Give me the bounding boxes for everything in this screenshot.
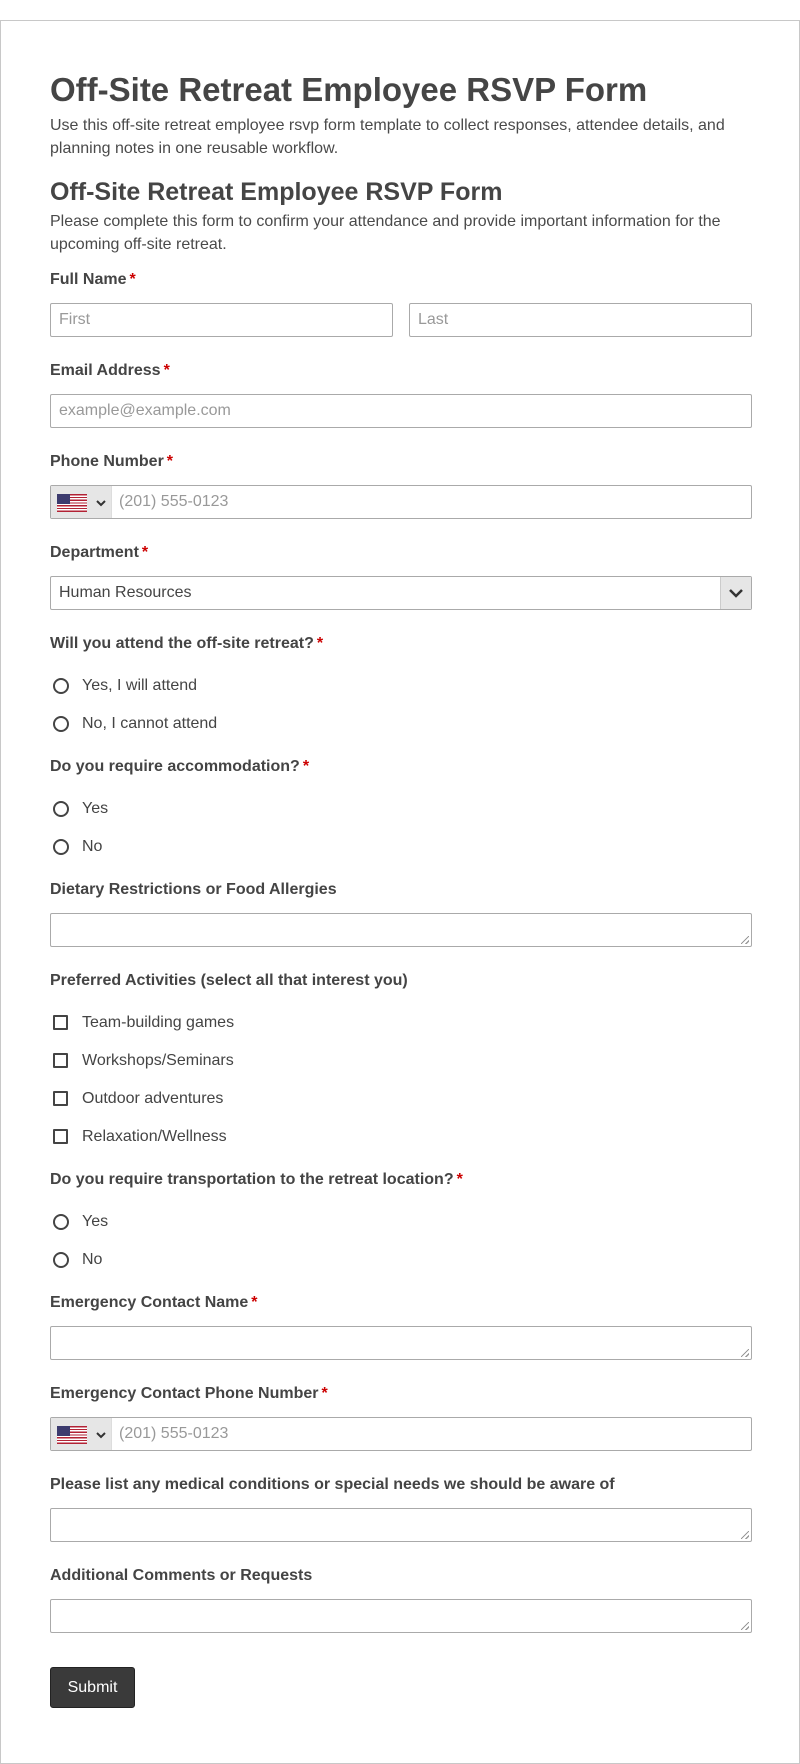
comments-label: Additional Comments or Requests — [50, 1567, 313, 1584]
chevron-down-icon — [95, 1429, 107, 1441]
email-input[interactable]: example@example.com — [50, 394, 752, 428]
chevron-down-icon — [95, 497, 107, 509]
us-flag-icon — [57, 494, 87, 512]
required-marker: * — [163, 362, 170, 379]
required-marker: * — [129, 271, 136, 288]
page-title: Off-Site Retreat Employee RSVP Form — [50, 71, 648, 108]
phone-placeholder: (201) 555-0123 — [119, 1425, 229, 1442]
required-marker: * — [302, 758, 310, 775]
checkbox[interactable] — [53, 1129, 68, 1144]
department-select[interactable] — [50, 576, 752, 610]
form-title: Off-Site Retreat Employee RSVP Form — [50, 178, 503, 206]
required-marker: * — [141, 544, 149, 561]
chevron-down-icon — [729, 587, 743, 599]
checkbox[interactable] — [53, 1091, 68, 1106]
radio-button[interactable] — [53, 1214, 69, 1230]
full-name-label: Full Name * — [50, 271, 136, 288]
required-marker: * — [316, 635, 324, 652]
form-card: Off-Site Retreat Employee RSVP Form Use this off-site retreat employee rsvp form template to collect responses, attendee details, and planning notes in one reusable workflow. Off-Site Retreat Employee RSVP Form Please complete this form to confirm your attendance and provide important information for the upcoming off-site retreat. Full Name * First Last Email Address * example@example.com Phone Number * (201) 555-0123 Department * Human Resources Will you attend the off-site retreat? * Yes, I will attend No, I cannot attend Do you require accommodation? * Yes No Dietary Restrictions or Food Allergies Preferred Activities (select all that interest you) Team-building games Workshops/Seminars Outdoor adventures Relaxation/Wellness Do you require transportation to the retreat location? * Yes No Emergency Contact Name * Emergency Contact Phone Number * (201) 555-0123 Please list any medical conditions or special needs we should be aware of Additional Comments or Requests Submit — [0, 20, 800, 1764]
radio-button[interactable] — [53, 716, 69, 732]
page-description: Use this off-site retreat employee rsvp form template to collect responses, attendee details, and planning notes in one reusable workflow. — [50, 117, 725, 157]
emergency-name-textarea[interactable] — [50, 1326, 752, 1360]
medical-textarea[interactable] — [50, 1508, 752, 1542]
country-code-selector[interactable] — [51, 486, 112, 518]
transportation-label: Do you require transportation to the retreat location? * — [50, 1171, 463, 1188]
required-marker: * — [251, 1294, 258, 1311]
phone-input[interactable] — [50, 485, 752, 519]
required-marker: * — [321, 1385, 328, 1402]
department-dropdown-button[interactable] — [720, 577, 751, 609]
required-marker: * — [166, 453, 174, 470]
accommodation-label: Do you require accommodation? * — [50, 758, 310, 775]
us-flag-icon — [57, 1426, 87, 1444]
form-description: Please complete this form to confirm your attendance and provide important information for the upcoming off-site retreat. — [50, 213, 721, 253]
radio-button[interactable] — [53, 801, 69, 817]
comments-textarea[interactable] — [50, 1599, 752, 1633]
checkbox[interactable] — [53, 1053, 68, 1068]
email-label: Email Address * — [50, 362, 170, 379]
dietary-label: Dietary Restrictions or Food Allergies — [50, 881, 337, 898]
radio-button[interactable] — [53, 678, 69, 694]
submit-button[interactable]: Submit — [50, 1667, 135, 1708]
phone-placeholder: (201) 555-0123 — [119, 493, 229, 510]
department-label: Department * — [50, 544, 149, 561]
first-name-input[interactable]: First — [50, 303, 393, 337]
radio-button[interactable] — [53, 839, 69, 855]
country-code-selector[interactable] — [51, 1418, 112, 1450]
radio-button[interactable] — [53, 1252, 69, 1268]
checkbox[interactable] — [53, 1015, 68, 1030]
activities-label: Preferred Activities (select all that interest you) — [50, 972, 408, 989]
emergency-phone-label: Emergency Contact Phone Number * — [50, 1385, 328, 1402]
required-marker: * — [456, 1171, 463, 1188]
emergency-phone-input[interactable] — [50, 1417, 752, 1451]
department-selected-value: Human Resources — [59, 584, 192, 601]
medical-label: Please list any medical conditions or special needs we should be aware of — [50, 1476, 615, 1493]
attend-label: Will you attend the off-site retreat? * — [50, 635, 324, 652]
emergency-name-label: Emergency Contact Name * — [50, 1294, 258, 1311]
last-name-input[interactable]: Last — [409, 303, 752, 337]
dietary-textarea[interactable] — [50, 913, 752, 947]
phone-label: Phone Number * — [50, 453, 174, 470]
